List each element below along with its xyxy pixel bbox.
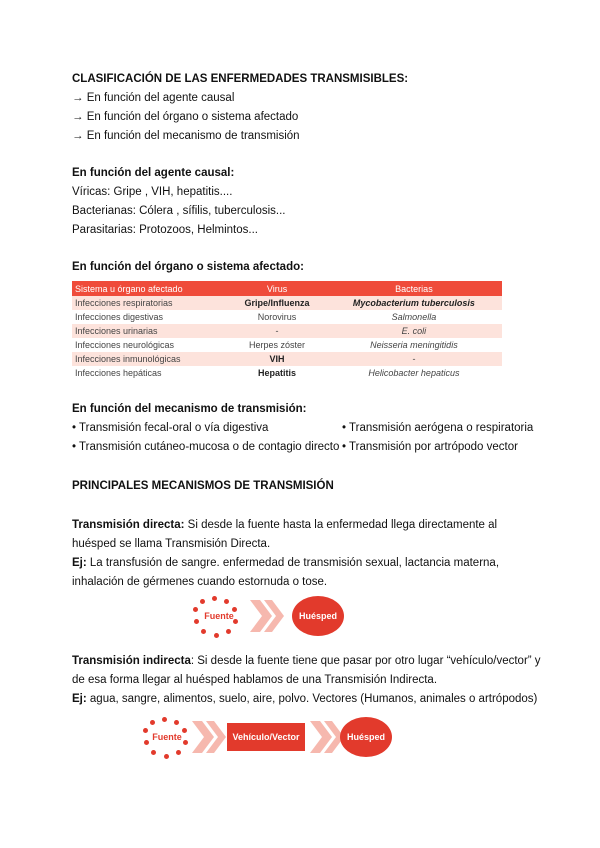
table-cell: E. coli — [326, 324, 502, 338]
agent-line: Bacterianas: Cólera , sífilis, tuberculosis... — [72, 205, 286, 217]
indirect-example — [72, 690, 542, 709]
direct-text: Si desde la fuente hasta la enfermedad llega directamente al — [184, 519, 498, 531]
mechanism-list — [72, 419, 542, 457]
direct-example-text: La transfusión de sangre. enfermedad de transmisión sexual, lactancia materna, — [86, 557, 500, 569]
mechanism-item: • Transmisión cutáneo-mucosa o de contagio directo — [72, 441, 340, 453]
vehicle-node: Vehículo/Vector — [227, 723, 305, 751]
indirect-example-label: Ej: — [72, 693, 87, 705]
document-page — [72, 70, 542, 761]
direct-paragraph — [72, 516, 542, 535]
document-title: CLASIFICACIÓN DE LAS ENFERMEDADES TRANSMISIBLES: — [72, 73, 409, 85]
table-row — [72, 324, 502, 338]
agent-line: Parasitarias: Protozoos, Helmintos... — [72, 224, 258, 236]
mechanism-item: • Transmisión aerógena o respiratoria — [342, 422, 534, 434]
table-cell: Infecciones urinarias — [72, 324, 228, 338]
mechanism-item: • Transmisión fecal-oral o vía digestiva — [72, 422, 269, 434]
chevron-right-icon — [250, 600, 286, 632]
table-cell: Infecciones digestivas — [75, 312, 164, 322]
table-cell: Helicobacter hepaticus — [368, 368, 460, 378]
table-cell: Hepatitis — [258, 368, 297, 378]
indirect-text: de esa forma llegar al huésped hablamos de una Transmisión Indirecta. — [72, 674, 438, 686]
host-node: Huésped — [340, 717, 392, 757]
table-row — [72, 352, 502, 366]
table-header: Bacterias — [326, 281, 502, 296]
table-cell: Infecciones inmunológicas — [72, 352, 228, 366]
table-header: Sistema u órgano afectado — [72, 281, 228, 296]
table-cell: Infecciones respiratorias — [72, 296, 228, 310]
indirect-example-text: agua, sangre, alimentos, suelo, aire, polvo. Vectores (Humanos, animales o artrópodos) — [86, 693, 538, 705]
organ-heading: En función del órgano o sistema afectado: — [72, 261, 304, 273]
table-cell: - — [326, 352, 502, 366]
table-cell: Norovirus — [257, 312, 297, 322]
table-row — [72, 338, 502, 352]
table-cell: Salmonella — [391, 312, 437, 322]
table-row — [72, 366, 502, 380]
classification-item: → En función del agente causal — [72, 92, 235, 104]
table-cell: Mycobacterium tuberculosis — [326, 296, 502, 310]
mechanism-heading: En función del mecanismo de transmisión: — [72, 403, 307, 415]
host-node: Huésped — [292, 596, 344, 636]
classification-list — [72, 89, 542, 146]
direct-label: Transmisión directa: — [72, 519, 185, 531]
source-label: Fuente — [152, 732, 182, 742]
table-row — [72, 296, 502, 310]
direct-example-label: Ej: — [72, 557, 87, 569]
mechanism-item: • Transmisión por artrópodo vector — [342, 441, 518, 453]
direct-example-text: inhalación de gérmenes cuando estornuda o tose. — [72, 576, 328, 588]
direct-text: huésped se llama Transmisión Directa. — [72, 538, 271, 550]
direct-example — [72, 554, 542, 573]
agent-heading: En función del agente causal: — [72, 167, 235, 179]
table-cell: Neisseria meningitidis — [370, 340, 458, 350]
organ-table — [72, 281, 502, 380]
source-label: Fuente — [204, 611, 234, 621]
table-cell: Gripe/Influenza — [228, 296, 326, 310]
chevron-right-icon — [192, 721, 228, 753]
table-cell: Infecciones neurológicas — [75, 340, 175, 350]
table-cell: VIH — [228, 352, 326, 366]
table-header: Virus — [228, 281, 326, 296]
table-row — [72, 310, 502, 324]
indirect-text: : Si desde la fuente tiene que pasar por otro lugar “vehículo/vector” y — [190, 655, 541, 667]
principal-heading: PRINCIPALES MECANISMOS DE TRANSMISIÓN — [72, 480, 334, 492]
indirect-diagram — [72, 715, 542, 761]
agent-line: Víricas: Gripe , VIH, hepatitis.... — [72, 186, 233, 198]
direct-diagram — [72, 592, 542, 638]
classification-item: → En función del mecanismo de transmisión — [72, 130, 300, 142]
indirect-paragraph — [72, 652, 542, 671]
table-cell: Herpes zóster — [249, 340, 306, 350]
indirect-label: Transmisión indirecta — [72, 655, 191, 667]
table-header-row — [72, 281, 502, 296]
classification-item: → En función del órgano o sistema afectado — [72, 111, 299, 123]
table-cell: - — [228, 324, 326, 338]
table-cell: Infecciones hepáticas — [75, 368, 162, 378]
